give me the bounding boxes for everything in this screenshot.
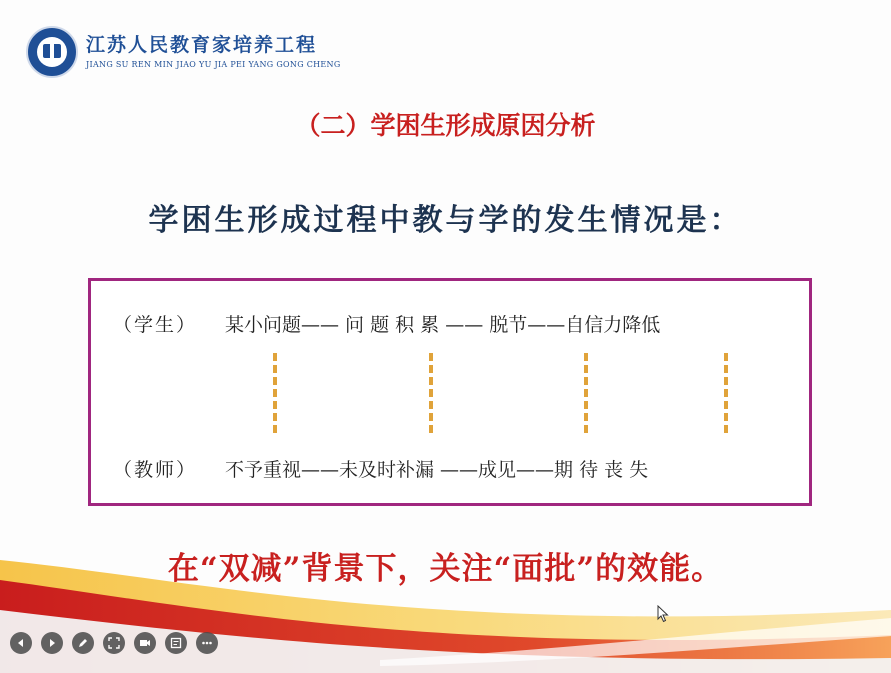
zoom-icon[interactable] — [103, 632, 125, 654]
comparison-box — [88, 278, 812, 506]
notes-icon[interactable] — [165, 632, 187, 654]
connector-dash-1 — [273, 353, 277, 433]
connector-dash-2 — [429, 353, 433, 433]
prev-icon[interactable] — [10, 632, 32, 654]
camera-icon[interactable] — [134, 632, 156, 654]
org-name: 江苏人民教育家培养工程 — [86, 34, 318, 56]
student-label: （学生） — [113, 314, 198, 336]
teacher-row — [113, 455, 648, 482]
mouse-cursor-icon — [657, 605, 669, 623]
teacher-label: （教师） — [113, 459, 198, 481]
highlight-text: 在“双减”背景下，关注“面批”的效能。 — [167, 551, 724, 587]
org-logo — [26, 26, 78, 78]
next-icon[interactable] — [41, 632, 63, 654]
more-icon[interactable] — [196, 632, 218, 654]
connector-dash-3 — [584, 353, 588, 433]
presentation-controls — [10, 632, 218, 654]
pen-icon[interactable] — [72, 632, 94, 654]
org-pinyin: JIANG SU REN MIN JIAO YU JIA PEI YANG GONG CHENG — [86, 60, 341, 69]
student-sequence: 某小问题—— 问 题 积 累 —— 脱节——自信力降低 — [225, 314, 661, 336]
student-row — [113, 310, 660, 337]
connector-dash-4 — [724, 353, 728, 433]
slide-subtitle: 学困生形成过程中教与学的发生情况是： — [148, 203, 743, 238]
teacher-sequence: 不予重视——未及时补漏 ——成见——期 待 丧 失 — [225, 459, 649, 481]
section-title: （二）学困生形成原因分析 — [295, 111, 596, 140]
